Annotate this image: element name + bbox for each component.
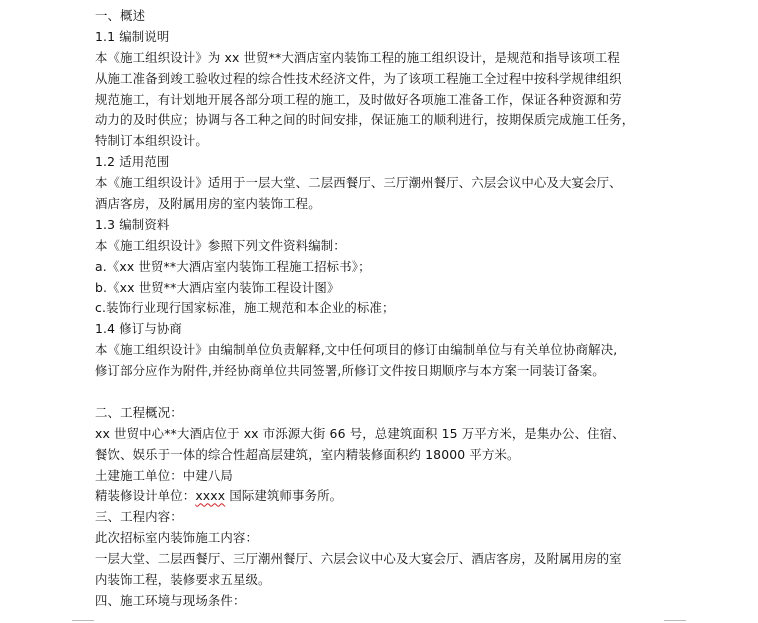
section-heading-site-conditions: 四、施工环境与现场条件： <box>95 592 246 608</box>
page-margin-mark-left <box>72 620 94 621</box>
paragraph-line: 特制订本组织设计。 <box>95 133 208 149</box>
subheading-1-2: 1.2 适用范围 <box>95 154 170 170</box>
paragraph-line: 规范施工，有计划地开展各部分项工程的施工，及时做好各项施工准备工作，保证各种资源和劳 <box>95 91 622 107</box>
paragraph-line: 本《施工组织设计》由编制单位负责解释,文中任何项目的修订由编制单位与有关单位协商解决, <box>95 342 618 358</box>
paragraph-line: 本《施工组织设计》为 xx 世贸**大酒店室内装饰工程的施工组织设计，是规范和指导该项工程 <box>95 49 620 65</box>
construction-unit-line: 土建施工单位：中建八局 <box>95 467 233 483</box>
section-heading-project-content: 三、工程内容： <box>95 509 183 525</box>
list-item-b: b.《xx 世贸**大酒店室内装饰工程设计图》 <box>95 279 340 295</box>
paragraph-line: 内装饰工程，装修要求五星级。 <box>95 572 271 588</box>
spellcheck-flagged-word: xxxx <box>195 488 226 504</box>
paragraph-line: 从施工准备到竣工验收过程的综合性技术经济文件，为了该项工程施工全过程中按科学规律组织 <box>95 70 622 86</box>
list-item-c: c.装饰行业现行国家标准，施工规范和本企业的标准； <box>95 300 395 316</box>
design-unit-label: 精装修设计单位： <box>95 488 196 504</box>
subheading-1-4: 1.4 修订与协商 <box>95 321 182 337</box>
paragraph-line: 本《施工组织设计》参照下列文件资料编制： <box>95 237 346 253</box>
blank-line <box>95 382 758 403</box>
paragraph-line: 修订部分应作为附件,并经协商单位共同签署,所修订文件按日期顺序与本方案一同装订备案。 <box>95 363 605 379</box>
paragraph-line: 餐饮、娱乐于一体的综合性超高层建筑，室内精装修面积约 18000 平方米。 <box>95 446 520 462</box>
paragraph-line: xx 世贸中心**大酒店位于 xx 市泺源大街 66 号，总建筑面积 15 万平方米，是集办公、住宿、 <box>95 425 625 441</box>
subheading-1-1: 1.1 编制说明 <box>95 28 170 44</box>
design-unit-suffix: 国际建筑师事务所。 <box>225 488 343 504</box>
list-item-a: a.《xx 世贸**大酒店室内装饰工程施工招标书》； <box>95 258 371 274</box>
paragraph-line: 一层大堂、二层西餐厅、三厅潮州餐厅、六层会议中心及大宴会厅、酒店客房，及附属用房的室 <box>95 551 622 567</box>
design-unit-line <box>95 486 758 507</box>
section-heading-overview: 一、概述 <box>95 8 146 23</box>
paragraph-line: 此次招标室内装饰施工内容： <box>95 530 259 546</box>
paragraph-line: 酒店客房，及附属用房的室内装饰工程。 <box>95 196 321 212</box>
page-margin-mark-right <box>664 620 686 621</box>
paragraph-line: 本《施工组织设计》适用于一层大堂、二层西餐厅、三厅潮州餐厅、六层会议中心及大宴会厅、 <box>95 175 622 191</box>
subheading-1-3: 1.3 编制资料 <box>95 216 170 232</box>
paragraph-line: 动力的及时供应；协调与各工种之间的时间安排，保证施工的顺利进行，按期保质完成施工任务， <box>95 112 635 128</box>
section-heading-project-overview: 二、工程概况： <box>95 404 183 420</box>
